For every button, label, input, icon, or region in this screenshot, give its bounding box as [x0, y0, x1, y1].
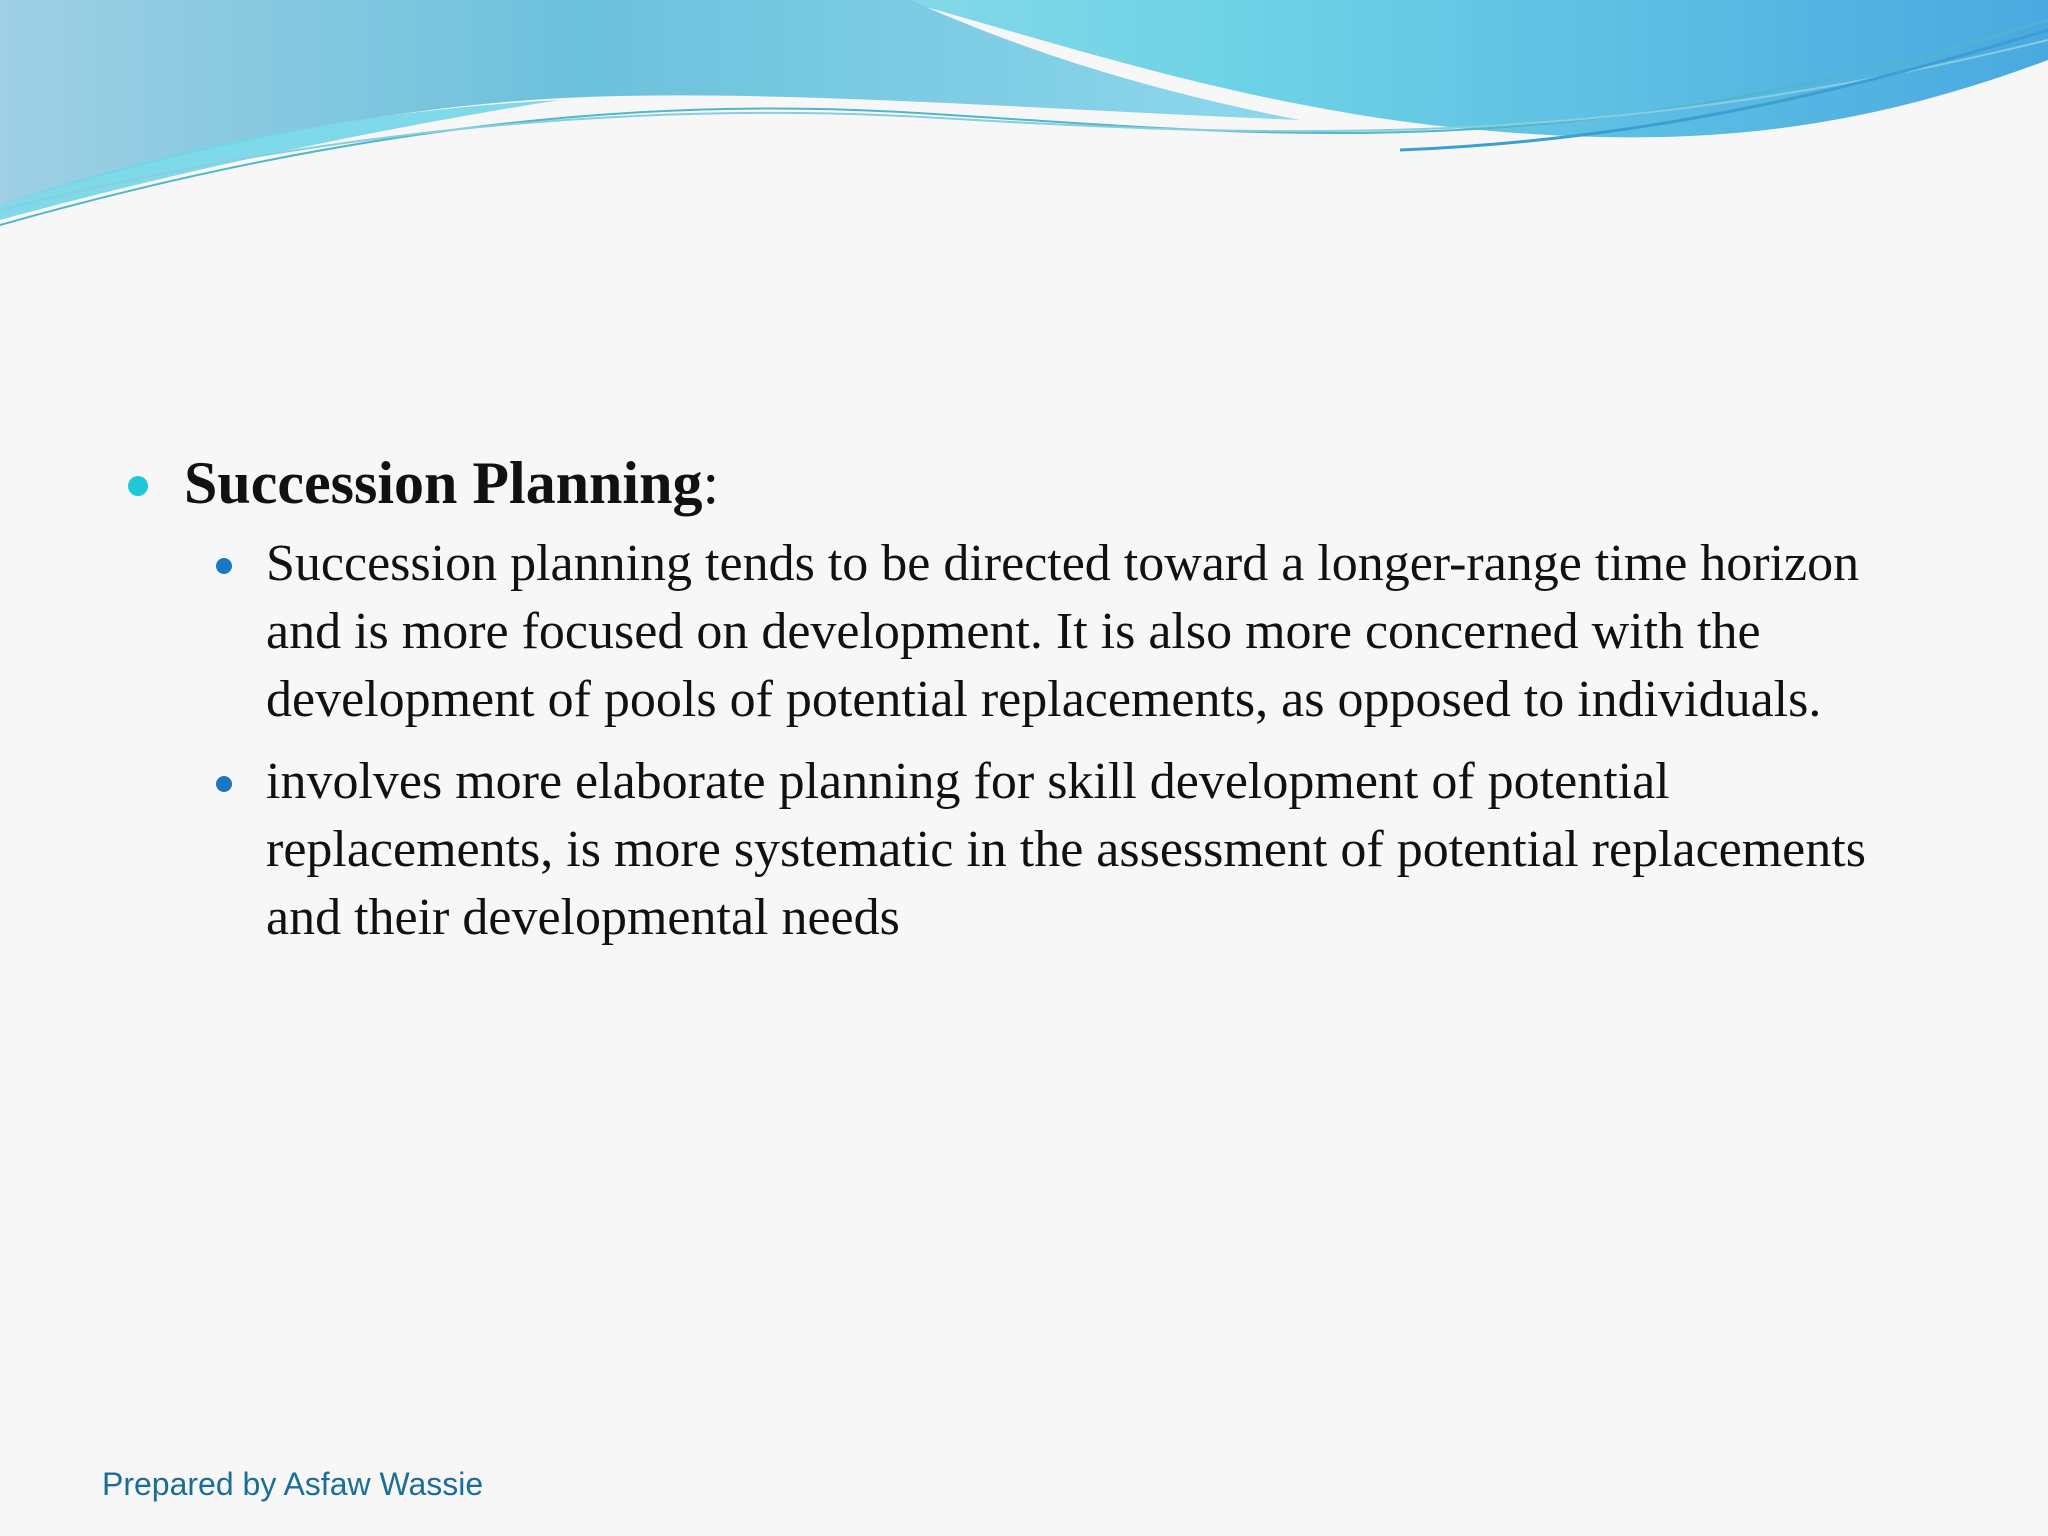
sub-bullet-list [126, 530, 1926, 952]
sub-bullet-dot-icon [216, 558, 232, 574]
heading-colon: : [702, 450, 720, 516]
sub-bullet-text: involves more elaborate planning for skill development of potential replacements, is more systematic in the assessment of potential replacements and their developmental needs [266, 753, 1866, 946]
slide-content [126, 448, 1926, 966]
sub-bullet [126, 748, 1906, 952]
header-wave-decoration [0, 0, 2048, 240]
footer-credit: Prepared by Asfaw Wassie [102, 1466, 484, 1502]
bullet-level1 [126, 448, 1926, 518]
slide-heading: Succession Planning [184, 450, 703, 516]
sub-bullet-dot-icon [216, 776, 232, 792]
bullet-dot-icon [128, 476, 148, 496]
sub-bullet [126, 530, 1906, 734]
sub-bullet-text: Succession planning tends to be directed toward a longer-range time horizon and is more focused on development. It is also more concerned with the development of pools of potential replacements, as opposed to individuals. [266, 535, 1860, 728]
